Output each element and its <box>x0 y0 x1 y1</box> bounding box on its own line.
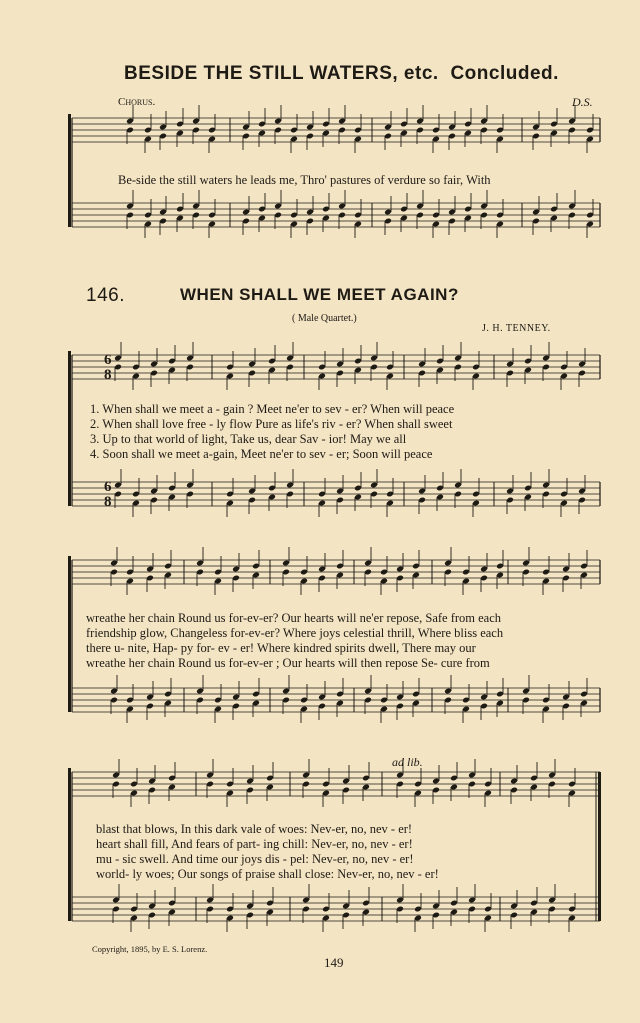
hymn-subtitle: ( Male Quartet.) <box>292 313 357 324</box>
verse-line-8: wreathe her chain Round us for-ev-er ; Our hearts will then repose Se- cure from <box>86 656 490 670</box>
ad-lib-marking: ad lib. <box>392 755 423 769</box>
verse-line-5: wreathe her chain Round us for-ev-er? Our hearts will ne'er repose, Safe from each <box>86 611 502 625</box>
hymn-composer: J. H. TENNEY. <box>482 323 551 334</box>
chorus-lyric: Be-side the still waters he leads me, Thro' pastures of verdure so fair, With <box>118 173 491 187</box>
hymn-system-1-brace <box>68 351 71 506</box>
verse-line-12: world- ly woes; Our songs of praise shall close: Nev-er, no, nev - er! <box>96 867 439 881</box>
page-title-suffix: Concluded. <box>450 63 559 84</box>
verse-line-10: heart shall fill, And fears of part- ing chill: Nev-er, no, nev - er! <box>96 837 413 851</box>
verse-line-7: there u- nite, Hap- py for- ev - er! Where kindred spirits dwell, There may our <box>86 641 476 655</box>
hymn-number: 146. <box>86 285 125 306</box>
verse-line-4: 4. Soon shall we meet a-gain, Meet ne'er to sev - er; Soon will peace <box>90 447 433 461</box>
verse-line-9: blast that blows, In this dark vale of woes: Nev-er, no, nev - er! <box>96 822 413 836</box>
time-signature-digit: 8 <box>104 367 112 383</box>
verse-line-6: friendship glow, Changeless for-ev-er? Where joys celestial thrill, Where bliss each <box>86 626 504 640</box>
hymn-system-3-brace <box>68 768 71 921</box>
time-signature-digit: 6 <box>104 479 112 495</box>
ds-label: D.S. <box>572 95 593 109</box>
verse-line-11: mu - sic swell. And time our joys dis - pel: Nev-er, no, nev - er! <box>96 852 414 866</box>
verse-line-3: 3. Up to that world of light, Take us, dear Sav - ior! May we all <box>90 432 407 446</box>
time-signature-digit: 8 <box>104 494 112 510</box>
page-title-main: BESIDE THE STILL WATERS, etc. <box>124 63 439 84</box>
verse-line-2: 2. When shall love free - ly flow Pure as life's riv - er? When shall sweet <box>90 417 453 431</box>
hymn-title: WHEN SHALL WE MEET AGAIN? <box>180 285 459 304</box>
time-signature-digit: 6 <box>104 352 112 368</box>
hymn-system-2-brace <box>68 556 71 712</box>
final-barline <box>598 772 601 921</box>
chorus-system-brace <box>68 114 71 227</box>
verse-line-1: 1. When shall we meet a - gain ? Meet ne'er to sev - er? When will peace <box>90 402 455 416</box>
copyright: Copyright, 1895, by E. S. Lorenz. <box>92 944 208 954</box>
page-number: 149 <box>324 955 344 970</box>
chorus-label: Chorus. <box>118 96 156 108</box>
